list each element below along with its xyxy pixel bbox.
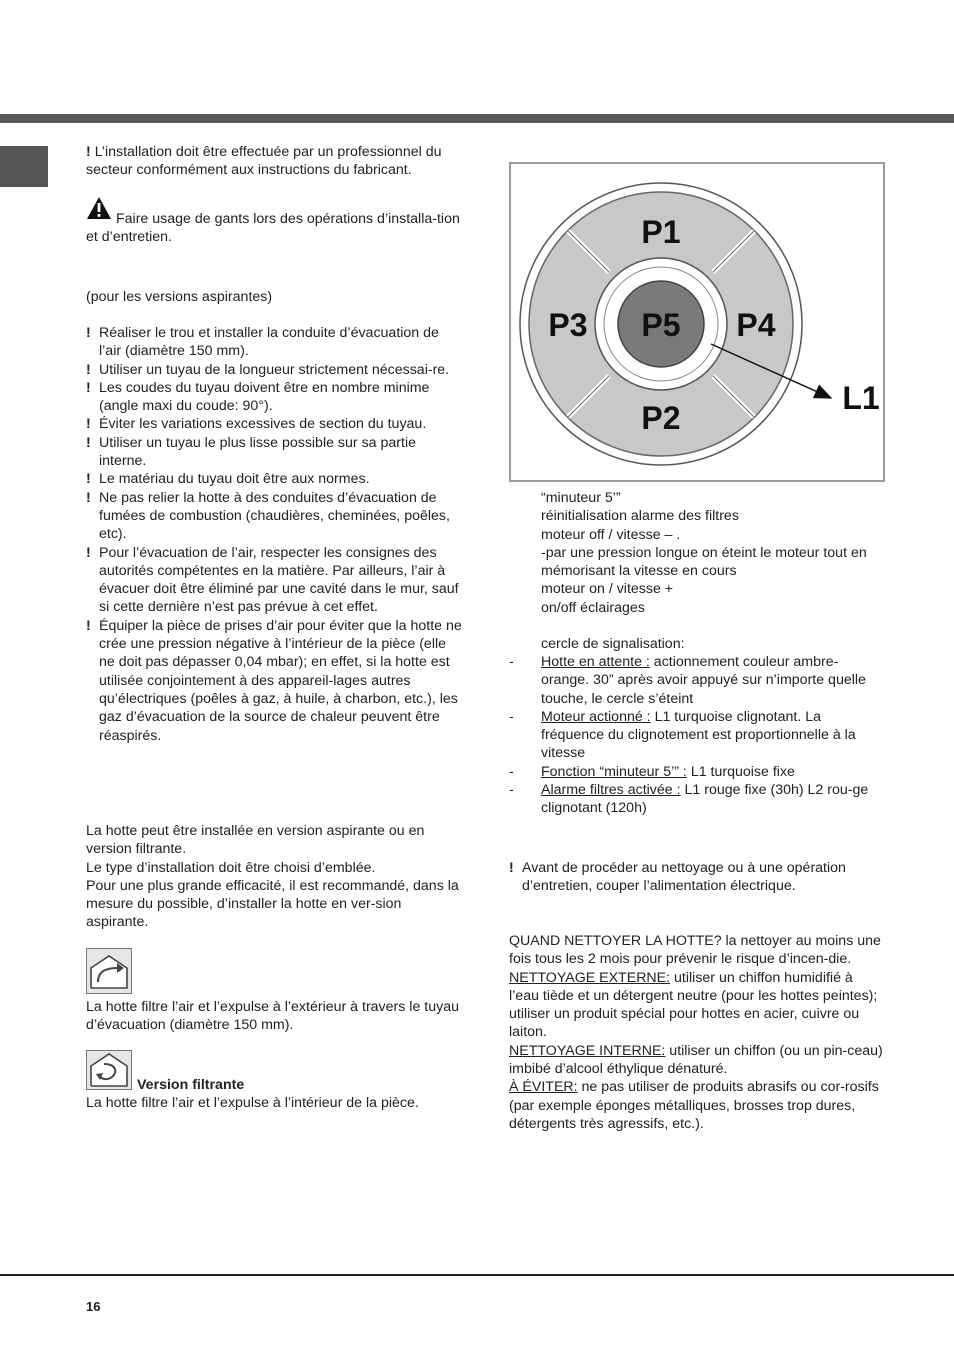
function-list: “minuteur 5’” réinitialisation alarme des filtres moteur off / vitesse – . -par une pression longue on éteint le moteur tout en mémorisant la vitesse en cours moteur on / vitesse + on/off éclairages xyxy=(541,490,867,616)
list-item: ! Équiper la pièce de prises d’air pour éviter que la hotte ne crée une pression négative à l’intérieur de la pièce (elle ne doit pas dépasser 0,04 mbar); en effet, si la hotte est utilisée conjointement à des appareil-lages autres qu’électriques (poêles à gaz, à huile, à charbon, etc.), les gaz d’évacuation de la source de chaleur peuvent être réaspirés. xyxy=(86,617,462,744)
signal-title: cercle de signalisation: xyxy=(541,636,685,652)
list-item: ! Utiliser un tuyau de la longueur strictement nécessai-re. xyxy=(86,361,450,378)
gloves-warning: Faire usage de gants lors des opérations d’installa-tion et d’entretien. xyxy=(86,211,460,246)
list-item: ! Éviter les variations excessives de section du tuyau. xyxy=(86,416,427,433)
list-item: - Alarme filtres activée : L1 rouge fixe (30h) L2 rou-ge clignotant (120h) xyxy=(509,782,869,817)
page-number: 16 xyxy=(86,1299,101,1314)
list-item: ! Utiliser un tuyau le plus lisse possible sur sa partie interne. xyxy=(86,434,417,470)
button-p5-label: P5 xyxy=(641,307,681,343)
versions-note: (pour les versions aspirantes) xyxy=(86,289,273,305)
house-recirculation-icon xyxy=(86,1050,132,1095)
cleaning-paragraph: QUAND NETTOYER LA HOTTE? la nettoyer au moins une fois tous les 2 mois pour prévenir le risque d’incen-die. NETTOYAGE EXTERNE: utiliser un chiffon humidifié à l’eau tiède et un détergent neutre (pour les hottes peintes); utiliser un produit spécial pour hottes en acier, cuivre ou laiton. NETTOYAGE INTERNE: utiliser un chiffon (ou un pin-ceau) imbibé d’alcool éthylique dénaturé. À ÉVITER: ne pas utiliser de produits abrasifs ou cor-rosifs (par exemple éponges métalliques, brosses trop dures, détergents très agressifs, etc.). xyxy=(509,933,883,1132)
button-p3[interactable]: P3 xyxy=(548,307,588,343)
language-tab xyxy=(0,146,48,187)
filtrante-description: La hotte filtre l’air et l’expulse à l’intérieur de la pièce. xyxy=(86,1095,419,1111)
list-item: ! Pour l’évacuation de l’air, respecter les consignes des autorités compétentes en la matière. Par ailleurs, l’air à évacuer doit être éliminé par une cavité dans le mur, sauf si cette dernière n’est pas prévue à cet effet. xyxy=(86,544,459,616)
button-p1[interactable]: P1 xyxy=(641,214,681,250)
intro-note: ! L’installation doit être effectuée par un professionnel du secteur conformément aux instructions du fabricant. xyxy=(86,144,442,179)
list-item: ! Ne pas relier la hotte à des conduites d’évacuation de fumées de combustion (chaudières, cheminées, poêles, etc). xyxy=(86,489,450,543)
list-item: - Moteur actionné : L1 turquoise clignotant. La fréquence du clignotement est proportionnelle à la vitesse xyxy=(509,708,856,762)
header-bar xyxy=(0,114,954,123)
filtrante-title: Version filtrante xyxy=(137,1077,245,1093)
button-p2[interactable]: P2 xyxy=(641,400,681,436)
signal-list xyxy=(509,653,886,818)
aspirante-description: La hotte filtre l’air et l’expulse à l’extérieur à travers le tuyau d’évacuation (diamètre 150 mm). xyxy=(86,999,459,1034)
list-item: - Fonction “minuteur 5’” : L1 turquoise fixe xyxy=(509,763,795,780)
list-item: ! Les coudes du tuyau doivent être en nombre minime (angle maxi du coude: 90°). xyxy=(86,379,430,415)
list-item: - Hotte en attente : actionnement couleur ambre-orange. 30” après avoir appuyé sur n’importe quelle touche, le cercle s’éteint xyxy=(509,654,866,707)
control-panel-diagram xyxy=(509,162,885,482)
evacuation-list xyxy=(86,324,464,745)
list-item: ! Le matériau du tuyau doit être aux normes. xyxy=(86,471,370,488)
led-l1-label: L1 xyxy=(842,380,880,416)
installation-paragraph: La hotte peut être installée en version aspirante ou en version filtrante. Le type d’installation doit être choisi d’emblée. Pour une plus grande efficacité, il est recommandé, dans la mesure du possible, d’installer la hotte en ver-sion aspirante. xyxy=(86,823,459,931)
list-item: ! Réaliser le trou et installer la conduite d’évacuation de l’air (diamètre 150 mm). xyxy=(86,325,439,360)
footer-rule xyxy=(0,1274,954,1276)
button-p4[interactable]: P4 xyxy=(736,307,776,343)
maintenance-warning: ! Avant de procéder au nettoyage ou à une opération d’entretien, couper l’alimentation électrique. xyxy=(509,860,846,895)
house-exhaust-icon xyxy=(86,948,132,999)
